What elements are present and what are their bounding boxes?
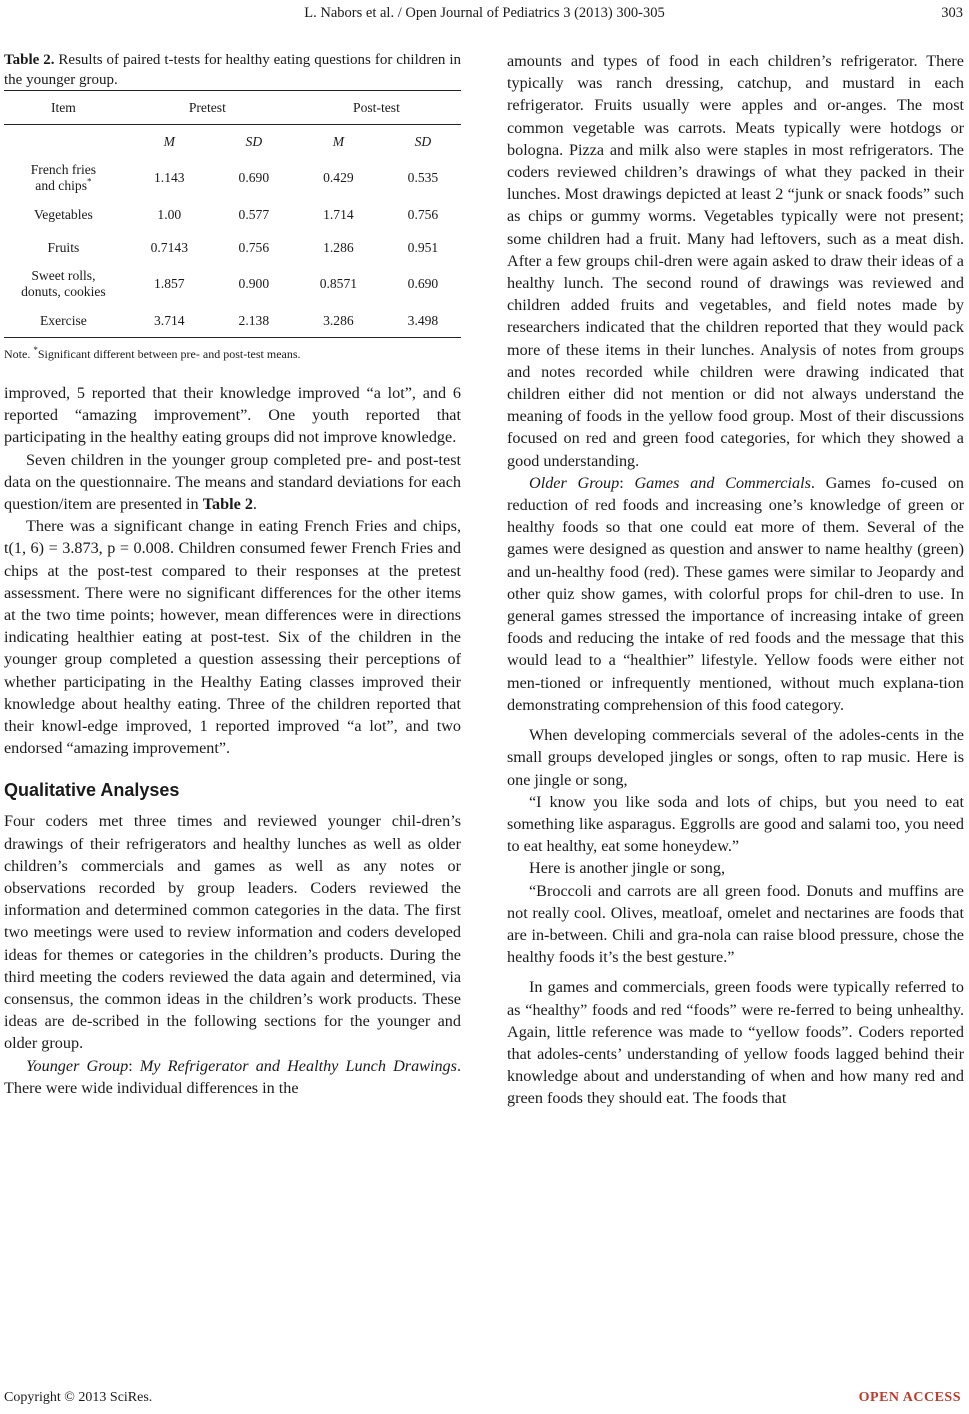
quote-paragraph: “Broccoli and carrots are all green food. Donuts and muffins are not really cool. Olives, meatloaf, omelet and nectarines are foods that are in-between. Chili and gra-nola can raise blood pressure, chose the healthy foods it’s the best gesture.”	[507, 881, 964, 967]
table-note: Note. *Significant different between pre- and post-test means.	[4, 345, 301, 361]
subheader-pre-sd: SD	[245, 133, 263, 149]
table-subheader-row	[4, 125, 461, 159]
row-pre-m: 0.7143	[150, 239, 188, 255]
table-row	[4, 304, 461, 338]
row-item: Vegetables	[33, 206, 93, 222]
table-reference: Table 2	[202, 495, 253, 514]
subheader-post-sd: SD	[414, 133, 432, 149]
paragraph: When developing commercials several of the adoles-cents in the small groups developed jingles or songs, often to rap music. Here is one jingle or song,	[507, 726, 964, 789]
significance-mark: *	[87, 176, 92, 187]
quote-paragraph: “I know you like soda and lots of chips, but you need to eat something like asparagus. Eggrolls are good and salami too, you need to eat healthy, eat some honeydew.”	[507, 792, 964, 856]
row-item: Fruits	[47, 239, 80, 255]
row-pre-sd: 0.900	[238, 276, 270, 291]
row-pre-m: 3.714	[154, 312, 185, 328]
row-item: Sweet rolls, donuts, cookies	[21, 268, 106, 299]
row-pre-m: 1.00	[157, 206, 182, 222]
row-post-sd: 3.498	[407, 312, 439, 328]
section-heading: Qualitative Analyses	[4, 780, 180, 801]
row-post-m: 1.286	[323, 239, 354, 255]
results-table	[4, 90, 461, 338]
row-pre-m: 1.857	[154, 276, 185, 291]
row-post-m: 0.429	[323, 170, 354, 185]
row-post-sd: 0.756	[407, 206, 439, 222]
row-post-sd: 0.535	[407, 170, 439, 185]
subheader-post-m: M	[332, 133, 345, 149]
paragraph: There was a significant change in eating French Fries and chips, t(1, 6) = 3.873, p = 0.008. Children consumed fewer French Fries and chips at the post-test compared to their responses at the pretest assessment. There were no significant differences for the other items at the two time points; however, mean differences were in directions indicating healthier eating at post-test. Six of the children in the younger group completed a question assessing their perceptions of whether participating in the Healthy Eating classes improved their knowledge about healthy eating. Three of the children reported that their knowl-edge improved, 1 reported improved “a lot”, and two endorsed “amazing improvement”.	[4, 517, 461, 758]
header-posttest: Post-test	[292, 91, 461, 125]
paragraph: improved, 5 reported that their knowledge improved “a lot”, and 6 reported “amazing improvement”. One youth reported that participating in the healthy eating groups did not improve knowledge.	[4, 384, 461, 447]
table-row	[4, 231, 461, 264]
table-row	[4, 264, 461, 304]
subheader-blank	[4, 125, 123, 159]
paragraph: Four coders met three times and reviewed younger chil-dren’s drawings of their refrigerators and healthy lunches as well as older children’s commercials and games as well as any notes or observations recorded by group leaders. Coders reviewed the information and determined common categories in the data. The first two meetings were used to review information and coders developed ideas for themes or categories in the children’s products. During the third meeting the coders reviewed the data again and determined, via consensus, the common ideas in the children’s work products. These ideas are de-scribed in the following sections for the younger and older group.	[4, 812, 461, 1053]
paragraph: Younger Group: My Refrigerator and Healthy Lunch Drawings. There were wide individual differences in the	[4, 1056, 462, 1097]
row-pre-sd: 0.690	[238, 170, 270, 185]
page-number: 303	[941, 5, 963, 21]
row-post-m: 0.8571	[319, 276, 358, 291]
table-caption	[4, 50, 461, 90]
left-column	[4, 50, 461, 1099]
row-pre-sd: 2.138	[238, 312, 270, 328]
paragraph: Here is another jingle or song,	[529, 859, 725, 878]
table-caption-text: Results of paired t-tests for healthy eating questions for children in the younger group.	[4, 52, 461, 88]
table-row	[4, 158, 461, 198]
row-pre-sd: 0.756	[238, 239, 270, 255]
row-item: Exercise	[40, 312, 87, 328]
right-column	[507, 50, 964, 1110]
paragraph: In games and commercials, green foods were typically referred to as “healthy” foods and red “foods” were re-ferred to being unhealthy. Again, little reference was made to “yellow foods”. Coders reported that adoles-cents’ understanding of yellow foods lagged behind their knowledge about and understanding of when and how many red and green foods they should eat. The foods that	[507, 978, 964, 1108]
table-caption-label: Table 2.	[4, 52, 55, 68]
row-post-m: 1.714	[323, 206, 354, 222]
subheader-pre-m: M	[163, 133, 175, 149]
header-item: Item	[4, 91, 123, 125]
header-pretest: Pretest	[123, 91, 292, 125]
row-pre-m: 1.143	[154, 170, 185, 185]
paragraph: Seven children in the younger group completed pre- and post-test data on the questionnaire. The means and standard deviations for each question/item are presented in Table 2.	[4, 450, 461, 514]
copyright: Copyright © 2013 SciRes.	[4, 1390, 153, 1405]
row-post-m: 3.286	[323, 312, 354, 328]
row-post-sd: 0.951	[407, 239, 439, 255]
table-header-row	[4, 91, 461, 125]
paragraph: Older Group: Games and Commercials. Games fo-cused on reduction of red foods and increasing one’s knowledge of green or healthy foods so that one could eat more of them. Several of the games were designed as question and answer to name healthy (green) and un-healthy food (red). These games were similar to Jeopardy and other quiz show games, with colorful props for chil-dren to use. In general games stressed the importance of increasing intake of green foods and reducing the intake of red foods and the message that this would lead to a “healthier” lifestyle. Yellow foods were either not men-tioned or infrequently mentioned, without much explana-tion demonstrating comprehension of this food category.	[507, 473, 965, 714]
row-item: French fries and chips*	[30, 162, 97, 193]
paragraph: amounts and types of food in each children’s refrigerator. There typically was ranch dressing, catchup, and mustard in each refrigerator. Fruits usually were apples and or-anges. The most common vegetable was carrots. Meats typically were hotdogs or bologna. Pizza and milk also were staples in most refrigerators. The coders reviewed children’s drawings of what they packed in their lunches. Most drawings depicted at least 2 “junk or snack foods” such as chips or gummy worms. Vegetables typically were not present; some children had a fruit. Many had leftovers, such as a meat dish. After a few groups chil-dren were again asked to draw their ideas of a healthy lunch. The second round of drawings was reviewed and children added fruits and vegetables, and field notes made by researchers indicated that the children reported that they would pack more of these items in their lunches. Analysis of notes from groups and notes recorded while children were drawing indicated that children either did not mention or did not always understand the meaning of foods in the yellow food group. Most of their discussions focused on red and green food categories, for which they showed a good understanding.	[507, 52, 964, 470]
row-post-sd: 0.690	[407, 276, 439, 291]
table-row	[4, 198, 461, 231]
running-head: L. Nabors et al. / Open Journal of Pediatrics 3 (2013) 300-305	[304, 5, 665, 21]
row-pre-sd: 0.577	[238, 206, 270, 222]
open-access-badge: OPEN ACCESS	[858, 1390, 961, 1405]
